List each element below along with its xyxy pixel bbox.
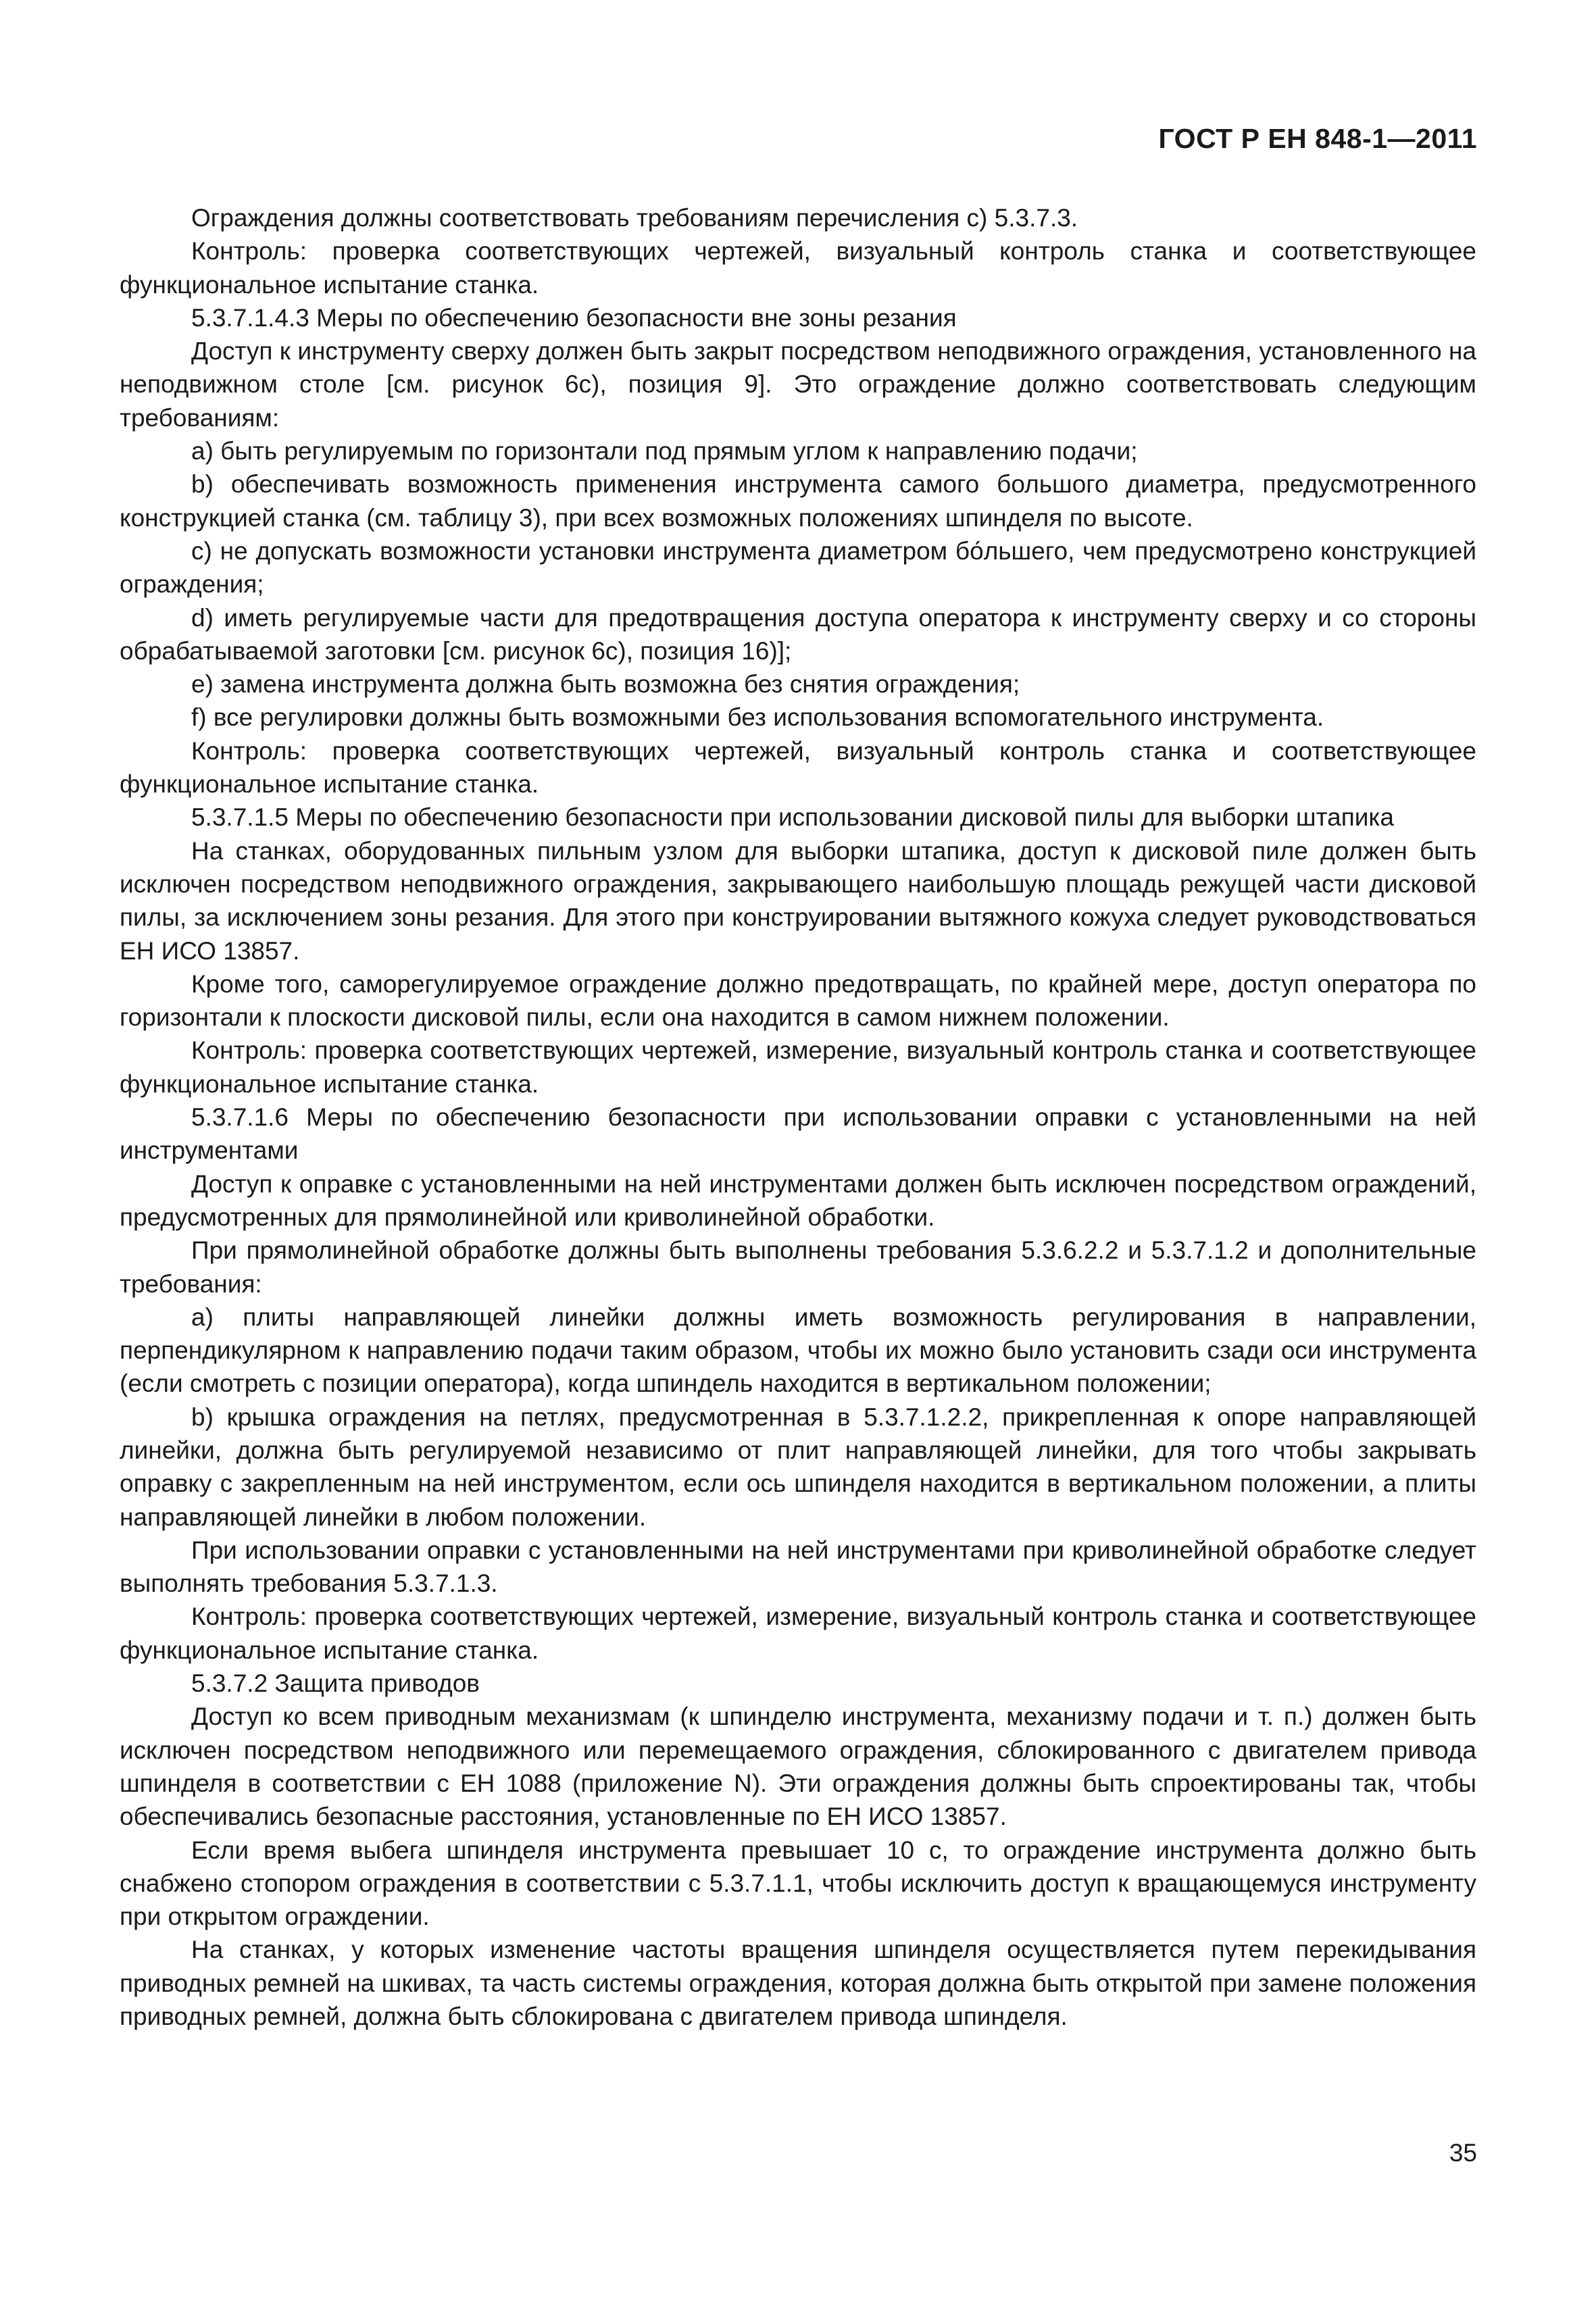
paragraph: Контроль: проверка соответствующих чертежей, измерение, визуальный контроль станка и соответствующее функциональное испытание станка. [120,1036,1476,1098]
list-item: с) не допускать возможности установки инструмента диаметром бо́льшего, чем предусмотрено конструкцией ограждения; [120,536,1476,599]
list-item: d) иметь регулируемые части для предотвращения доступа оператора к инструменту сверху и со стороны обрабатываемой заготовки [см. рисунок 6с), позиция 16)]; [120,603,1476,665]
paragraph: Кроме того, саморегулируемое ограждение должно предотвращать, по крайней мере, доступ оператора по горизонтали к плоскости дисковой пилы, если она находится в самом нижнем положении. [120,970,1476,1032]
list-item: a) быть регулируемым по горизонтали под прямым углом к направлению подачи; [191,437,1138,466]
document-header: ГОСТ Р ЕН 848-1—2011 [1158,123,1477,154]
paragraph: Контроль: проверка соответствующих чертежей, визуальный контроль станка и соответствующее функциональное испытание станка. [120,237,1476,299]
paragraph: На станках, оборудованных пильным узлом для выборки штапика, доступ к дисковой пиле должен быть исключен посредством неподвижного ограждения, закрывающего наибольшую площадь режущей части дисковой пилы, за исключением зоны резания. Для этого при конструировании вытяжного кожуха следует руководствоваться ЕН ИСО 13857. [120,836,1476,965]
paragraph: Доступ к инструменту сверху должен быть закрыт посредством неподвижного ограждения, установленного на неподвижном столе [см. рисунок 6с), позиция 9]. Это ограждение должно соответствовать следующим требованиям: [120,337,1476,432]
paragraph: При прямолинейной обработке должны быть выполнены требования 5.3.6.2.2 и 5.3.7.1.2 и дополнительные требования: [120,1236,1476,1298]
section-heading: 5.3.7.1.4.3 Меры по обеспечению безопасности вне зоны резания [191,303,957,332]
paragraph: Если время выбега шпинделя инструмента превышает 10 с, то ограждение инструмента должно быть снабжено стопором ограждения в соответствии с 5.3.7.1.1, чтобы исключить доступ к вращающемуся инструменту при открытом ограждении. [120,1836,1476,1931]
paragraph: При использовании оправки с установленными на ней инструментами при криволинейной обработке следует выполнять требования 5.3.7.1.3. [120,1536,1476,1598]
list-item: b) обеспечивать возможность применения инструмента самого большого диаметра, предусмотренного конструкцией станка (см. таблицу 3), при всех возможных положениях шпинделя по высоте. [120,470,1476,532]
list-item: f) все регулировки должны быть возможными без использования вспомогательного инструмента. [191,703,1324,732]
paragraph: Доступ к оправке с установленными на ней инструментами должен быть исключен посредством ограждений, предусмотренных для прямолинейной или криволинейной обработки. [120,1169,1476,1231]
list-item: a) плиты направляющей линейки должны иметь возможность регулирования в направлении, перпендикулярном к направлению подачи таким образом, чтобы их можно было установить сзади оси инструмента (если смотреть с позиции оператора), когда шпиндель находится в вертикальном положении; [120,1303,1476,1398]
paragraph: Доступ ко всем приводным механизмам (к шпинделю инструмента, механизму подачи и т. п.) должен быть исключен посредством неподвижного или перемещаемого ограждения, сблокированного с двигателем привода шпинделя в соответствии с ЕН 1088 (приложение N). Эти ограждения должны быть спроектированы так, чтобы обеспечивались безопасные расстояния, установленные по ЕН ИСО 13857. [120,1703,1476,1831]
paragraph: Контроль: проверка соответствующих чертежей, измерение, визуальный контроль станка и соответствующее функциональное испытание станка. [120,1603,1476,1664]
paragraph: Контроль: проверка соответствующих чертежей, визуальный контроль станка и соответствующее функциональное испытание станка. [120,736,1476,799]
page-number: 35 [1449,2139,1477,2167]
section-heading: 5.3.7.1.5 Меры по обеспечению безопасности при использовании дисковой пилы для выборки штапика [191,803,1394,832]
section-heading: 5.3.7.2 Защита приводов [191,1669,480,1698]
list-item: e) замена инструмента должна быть возможна без снятия ограждения; [191,670,1020,699]
paragraph: На станках, у которых изменение частоты вращения шпинделя осуществляется путем перекидывания приводных ремней на шкивах, та часть системы ограждения, которая должна быть открытой при замене положения приводных ремней, должна быть сблокирована с двигателем привода шпинделя. [120,1936,1476,2031]
list-item: b) крышка ограждения на петлях, предусмотренная в 5.3.7.1.2.2, прикрепленная к опоре направляющей линейки, должна быть регулируемой независимо от плит направляющей линейки, для того чтобы закрывать оправку с закрепленным на ней инструментом, если ось шпинделя находится в вертикальном положении, а плиты направляющей линейки в любом положении. [120,1403,1476,1531]
paragraph: Ограждения должны соответствовать требованиям перечисления с) 5.3.7.3. [191,204,1078,232]
section-heading: 5.3.7.1.6 Меры по обеспечению безопасности при использовании оправки с установленными на ней инструментами [120,1103,1476,1165]
document-body [120,201,1476,2033]
